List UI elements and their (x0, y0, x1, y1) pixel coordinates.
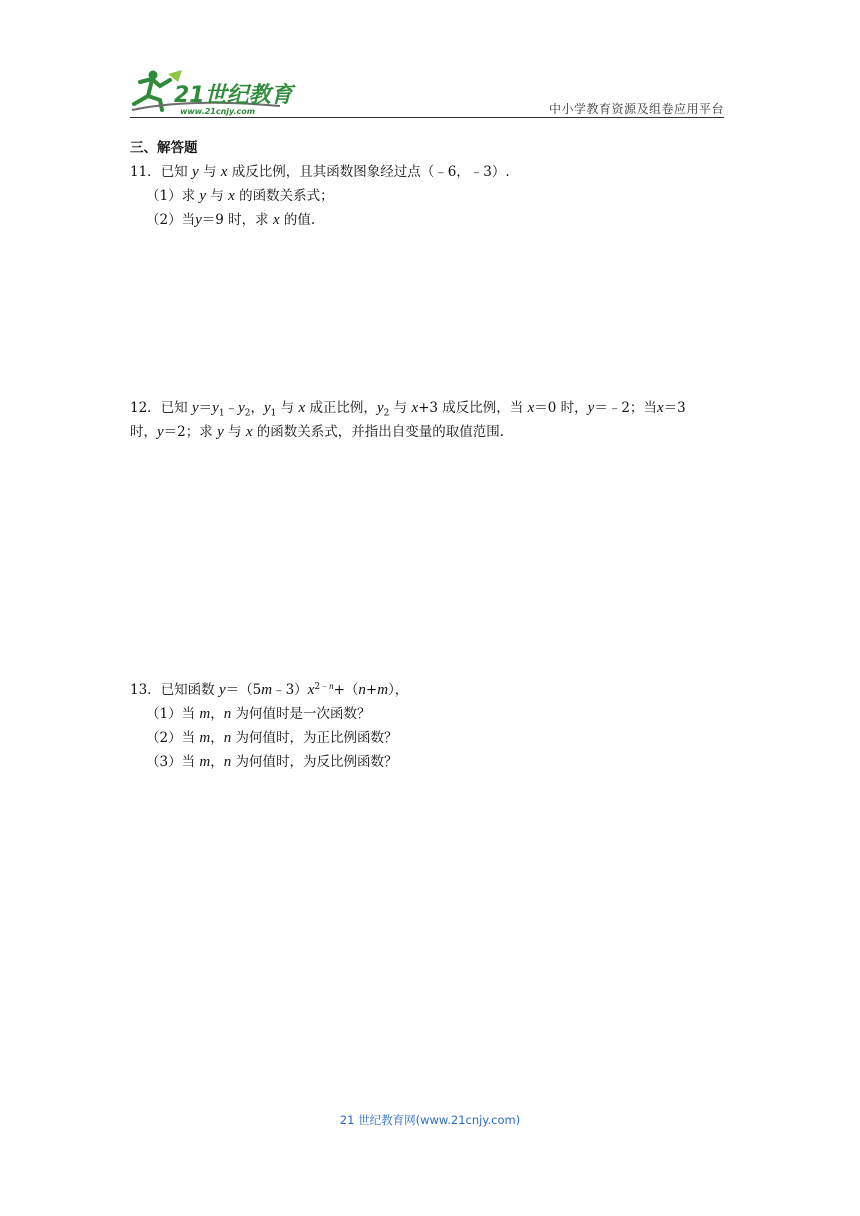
question-13-part-3: （3）当 m，n 为何值时，为反比例函数？ (146, 754, 398, 770)
logo-21cnjy-icon (130, 66, 300, 118)
question-12-line-2: 时，y＝2；求 y 与 x 的函数关系式，并指出自变量的取值范围. (130, 424, 505, 440)
section-title: 三、解答题 (130, 140, 198, 156)
page-header (130, 66, 724, 118)
logo-url: www.21cnjy.com (180, 107, 256, 116)
question-13-part-1: （1）当 m，n 为何值时是一次函数？ (146, 706, 371, 722)
question-11-part-1: （1）求 y 与 x 的函数关系式； (146, 188, 334, 204)
footer-site-link[interactable]: 21 世纪教育网(www.21cnjy.com) (339, 1113, 521, 1127)
header-platform-name: 中小学教育资源及组卷应用平台 (548, 102, 724, 116)
header-divider (130, 117, 724, 118)
question-13-part-2: （2）当 m，n 为何值时，为正比例函数？ (146, 730, 398, 746)
question-11-part-2: （2）当y＝9 时，求 x 的值. (146, 212, 316, 228)
exam-content (130, 136, 730, 774)
logo-text: 21世纪教育 (174, 83, 293, 108)
question-12-line-1: 12．已知 $y=y_1﹣y_2$，$y_1$ 与 x 成正比例，$y_2$ 与 x+3 成反比例，当 x＝0 时，y＝﹣2；当x＝3 (130, 400, 686, 419)
question-11-stem: 11．已知 y 与 x 成反比例，且其函数图象经过点（﹣6，﹣3）. (130, 164, 510, 180)
question-13 (130, 678, 730, 774)
question-12 (130, 396, 730, 444)
question-11 (130, 160, 730, 232)
question-13-stem: 13．已知函数 $y=(5m﹣3)x^{2﹣n}+(n+m)$， (130, 680, 409, 698)
